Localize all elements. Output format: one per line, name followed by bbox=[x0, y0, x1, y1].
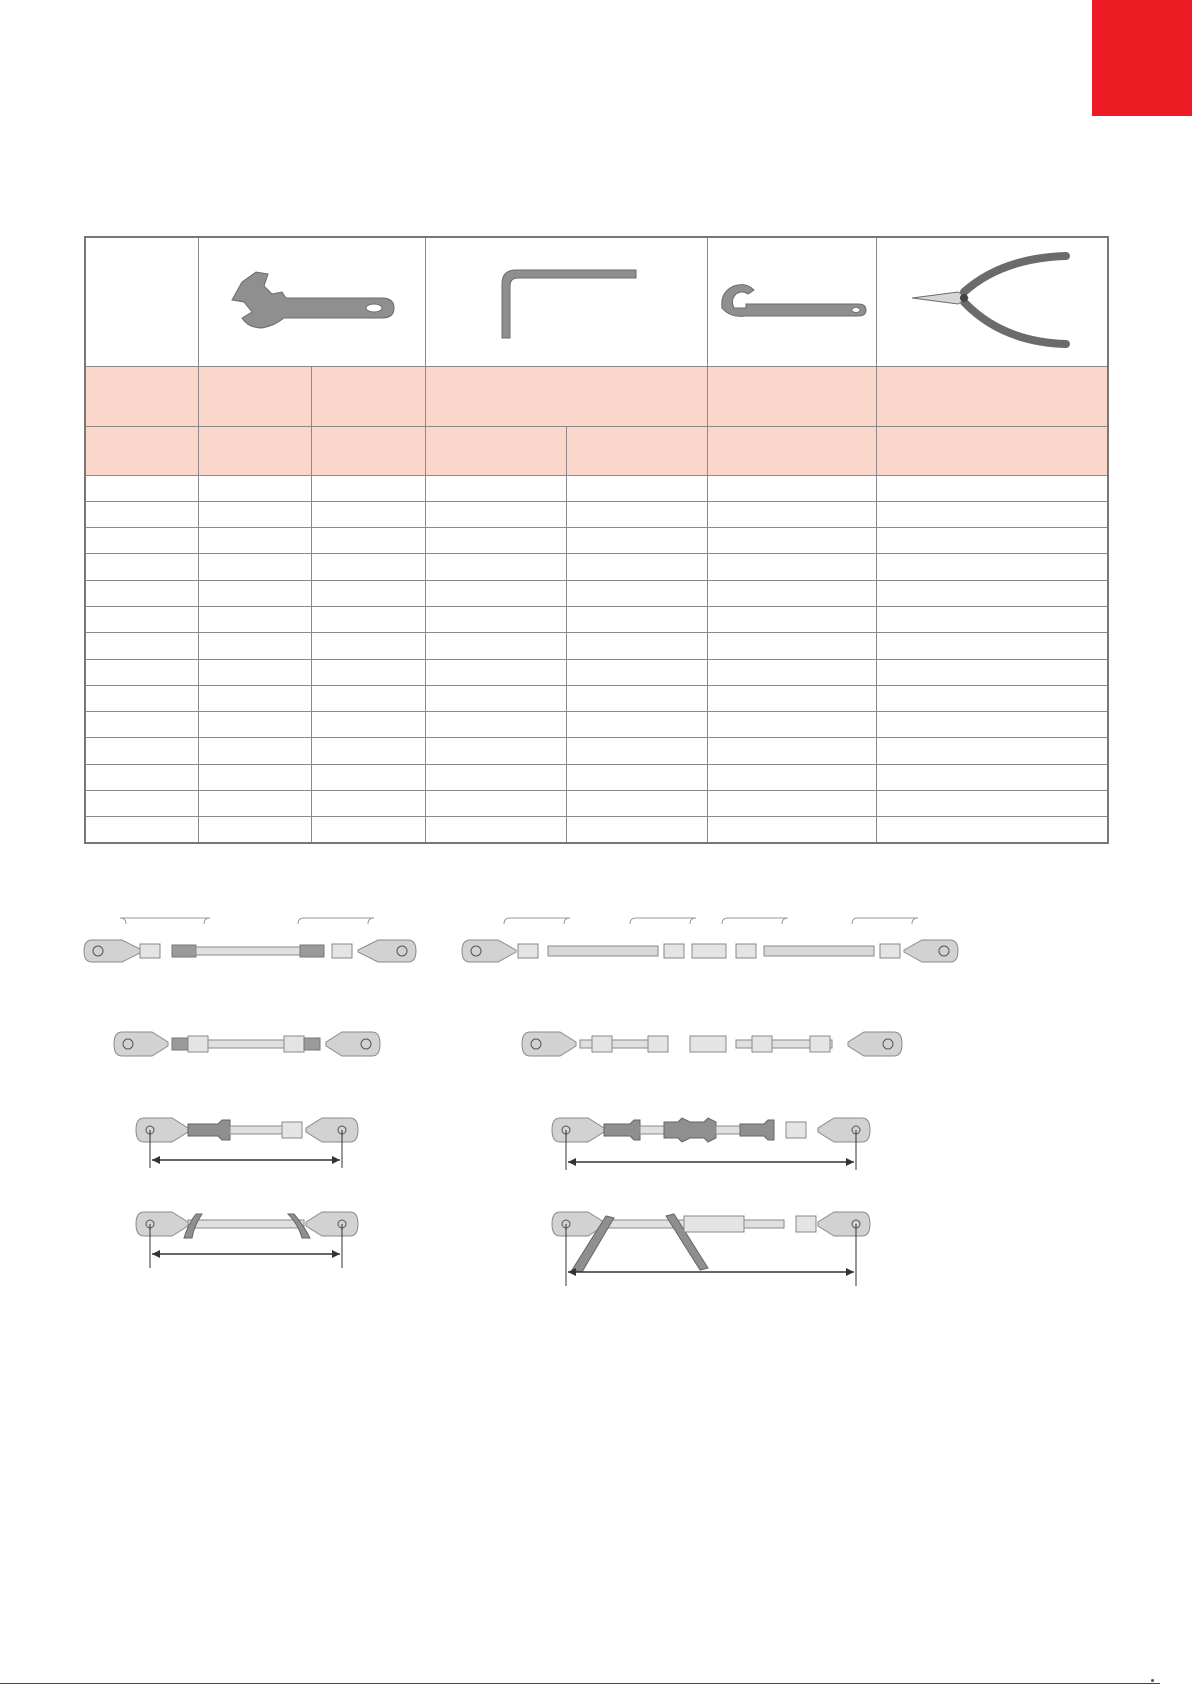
table-cell bbox=[707, 580, 876, 606]
open-end-wrench-icon bbox=[222, 262, 402, 342]
single-rod-wrench-adjustment-view bbox=[134, 1116, 360, 1170]
table-cell bbox=[198, 606, 311, 632]
table-cell bbox=[311, 606, 425, 632]
table-cell bbox=[311, 580, 425, 606]
header-cell bbox=[85, 366, 198, 426]
table-cell bbox=[876, 554, 1108, 580]
table-cell bbox=[566, 528, 707, 554]
header-cell bbox=[566, 426, 707, 475]
table-cell bbox=[425, 580, 566, 606]
table-cell bbox=[198, 501, 311, 527]
table-cell bbox=[425, 475, 566, 501]
single-rod-spanner-adjustment-view bbox=[134, 1210, 360, 1270]
table-cell bbox=[566, 554, 707, 580]
table-cell bbox=[566, 764, 707, 790]
table-cell bbox=[85, 606, 198, 632]
table-row bbox=[85, 685, 1108, 711]
table-cell bbox=[198, 791, 311, 817]
table-cell bbox=[311, 764, 425, 790]
table-cell bbox=[425, 633, 566, 659]
double-rod-lock-nuts-view bbox=[520, 1024, 904, 1064]
table-row bbox=[85, 606, 1108, 632]
table-cell bbox=[876, 738, 1108, 764]
table-cell bbox=[425, 501, 566, 527]
table-cell bbox=[566, 475, 707, 501]
table-row bbox=[85, 712, 1108, 738]
table-cell bbox=[566, 685, 707, 711]
circlip-pliers-cell bbox=[876, 237, 1108, 366]
table-cell bbox=[876, 633, 1108, 659]
table-cell bbox=[85, 528, 198, 554]
table-cell bbox=[566, 501, 707, 527]
table-cell bbox=[85, 791, 198, 817]
header-row-2 bbox=[85, 426, 1108, 475]
table-cell bbox=[425, 606, 566, 632]
table-row bbox=[85, 633, 1108, 659]
header-cell bbox=[425, 426, 566, 475]
table-cell bbox=[425, 712, 566, 738]
table-cell bbox=[198, 528, 311, 554]
wrench-cell bbox=[198, 237, 425, 366]
allen-key-icon bbox=[486, 262, 646, 342]
table-cell bbox=[311, 659, 425, 685]
header-cell bbox=[85, 426, 198, 475]
table-cell bbox=[85, 738, 198, 764]
table-cell bbox=[198, 817, 311, 843]
table-cell bbox=[85, 580, 198, 606]
header-cell bbox=[311, 426, 425, 475]
table-row bbox=[85, 764, 1108, 790]
table-cell bbox=[707, 817, 876, 843]
table-cell bbox=[707, 554, 876, 580]
table-cell bbox=[85, 475, 198, 501]
table-cell bbox=[198, 685, 311, 711]
table-cell bbox=[85, 685, 198, 711]
table-cell bbox=[707, 712, 876, 738]
table-cell bbox=[707, 791, 876, 817]
table-cell bbox=[311, 712, 425, 738]
table-cell bbox=[311, 528, 425, 554]
table-cell bbox=[311, 791, 425, 817]
section-tab bbox=[1092, 0, 1192, 116]
table-cell bbox=[876, 791, 1108, 817]
table-cell bbox=[876, 501, 1108, 527]
table-cell bbox=[425, 764, 566, 790]
table-cell bbox=[198, 554, 311, 580]
table-row bbox=[85, 580, 1108, 606]
single-rod-lock-nuts-view bbox=[112, 1024, 382, 1064]
table-cell bbox=[566, 659, 707, 685]
table-cell bbox=[311, 475, 425, 501]
table-row bbox=[85, 817, 1108, 843]
table-cell bbox=[876, 817, 1108, 843]
table-cell bbox=[198, 475, 311, 501]
table-cell bbox=[311, 554, 425, 580]
header-cell bbox=[425, 366, 707, 426]
table-cell bbox=[566, 633, 707, 659]
header-row-1 bbox=[85, 366, 1108, 426]
table-cell bbox=[198, 633, 311, 659]
table-cell bbox=[311, 501, 425, 527]
table-cell bbox=[425, 791, 566, 817]
table-cell bbox=[311, 817, 425, 843]
table-cell bbox=[876, 659, 1108, 685]
corner-cell bbox=[85, 237, 198, 366]
table-cell bbox=[707, 475, 876, 501]
table-cell bbox=[425, 659, 566, 685]
table-cell bbox=[85, 554, 198, 580]
table-row bbox=[85, 791, 1108, 817]
hook-spanner-icon bbox=[712, 272, 872, 332]
table-cell bbox=[566, 580, 707, 606]
table-cell bbox=[425, 685, 566, 711]
table-cell bbox=[876, 475, 1108, 501]
table-cell bbox=[707, 685, 876, 711]
table-cell bbox=[311, 685, 425, 711]
table-cell bbox=[876, 712, 1108, 738]
table-cell bbox=[707, 659, 876, 685]
table-cell bbox=[311, 738, 425, 764]
table-cell bbox=[876, 580, 1108, 606]
table-cell bbox=[707, 528, 876, 554]
tool-icon-row bbox=[85, 237, 1108, 366]
footer-mark bbox=[1151, 1679, 1154, 1682]
table-cell bbox=[566, 791, 707, 817]
table-cell bbox=[707, 501, 876, 527]
table-cell bbox=[85, 817, 198, 843]
hook-spanner-cell bbox=[707, 237, 876, 366]
table-cell bbox=[876, 606, 1108, 632]
header-cell bbox=[311, 366, 425, 426]
table-cell bbox=[425, 554, 566, 580]
table-cell bbox=[85, 712, 198, 738]
table-cell bbox=[198, 659, 311, 685]
table-cell bbox=[707, 633, 876, 659]
table-cell bbox=[707, 738, 876, 764]
table-cell bbox=[876, 764, 1108, 790]
header-cell bbox=[198, 366, 311, 426]
table-cell bbox=[425, 817, 566, 843]
table-cell bbox=[85, 501, 198, 527]
table-cell bbox=[707, 606, 876, 632]
table-cell bbox=[876, 685, 1108, 711]
table-cell bbox=[311, 633, 425, 659]
double-rod-exploded-view bbox=[460, 906, 960, 978]
table-cell bbox=[707, 764, 876, 790]
double-rod-wrench-adjustment-view bbox=[550, 1116, 872, 1172]
table-cell bbox=[566, 817, 707, 843]
header-cell bbox=[198, 426, 311, 475]
single-rod-exploded-view bbox=[82, 906, 418, 978]
table-cell bbox=[85, 659, 198, 685]
circlip-pliers-icon bbox=[902, 252, 1082, 352]
table-cell bbox=[566, 712, 707, 738]
table-cell bbox=[425, 528, 566, 554]
table-cell bbox=[876, 528, 1108, 554]
table-row bbox=[85, 475, 1108, 501]
table-cell bbox=[198, 712, 311, 738]
footer-rule bbox=[0, 1683, 1160, 1684]
table-cell bbox=[85, 764, 198, 790]
table-cell bbox=[425, 738, 566, 764]
table-row bbox=[85, 659, 1108, 685]
double-rod-spanner-adjustment-view bbox=[550, 1210, 872, 1288]
table-cell bbox=[566, 606, 707, 632]
table-row bbox=[85, 528, 1108, 554]
allen-key-cell bbox=[425, 237, 707, 366]
table-row bbox=[85, 738, 1108, 764]
table-cell bbox=[198, 580, 311, 606]
table-cell bbox=[198, 738, 311, 764]
header-cell bbox=[876, 426, 1108, 475]
header-cell bbox=[707, 426, 876, 475]
table-row bbox=[85, 554, 1108, 580]
tool-table-body bbox=[85, 237, 1108, 843]
table-cell bbox=[566, 738, 707, 764]
table-row bbox=[85, 501, 1108, 527]
header-cell bbox=[876, 366, 1108, 426]
header-cell bbox=[707, 366, 876, 426]
tool-table bbox=[84, 236, 1109, 844]
table-cell bbox=[85, 633, 198, 659]
table-cell bbox=[198, 764, 311, 790]
